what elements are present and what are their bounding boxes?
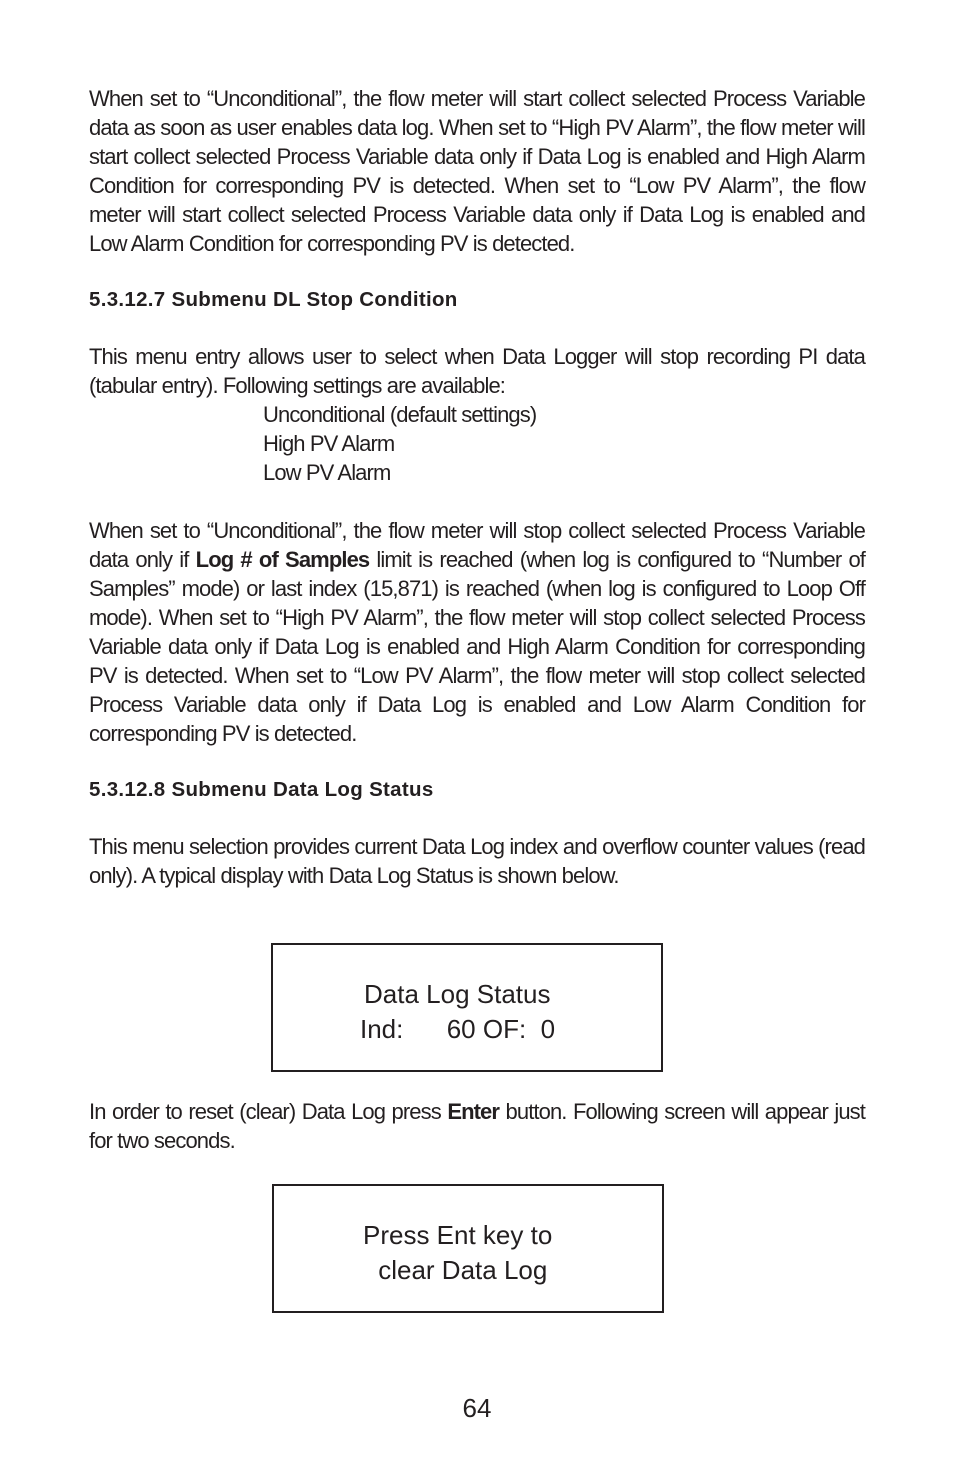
section-heading-log-status: 5.3.12.8 Submenu Data Log Status	[89, 778, 434, 801]
stop-detail-text-1: When set to “Unconditional”, the flow meter will stop collect selected Process Variable data only if	[89, 518, 865, 572]
intro-paragraph: When set to “Unconditional”, the flow meter will start collect selected Process Variable data as soon as user enables data log. When set to “High PV Alarm”, the flow meter will start collect selected Process Variable data only if Data Log is enabled and High Alarm Condition for corresponding PV is detected. When set to “Low PV Alarm”, the flow meter will start collect selected Process Variable data only if Data Log is enabled and Low Alarm Condition for corresponding PV is detected.	[89, 86, 865, 256]
stop-intro-paragraph: This menu entry allows user to select when Data Logger will stop recording PI data (tabular entry). Following settings are available:	[89, 344, 865, 398]
page-content	[89, 84, 865, 890]
stop-detail-text-2: limit is reached (when log is configured to “Number of Samples” mode) or last index (15,871) is reached (when log is configured to Loop Off mode). When set to “High PV Alarm”, the flow meter will stop collect selected Process Variable data only if Data Log is enabled and High Alarm Condition for corresponding PV is detected. When set to “Low PV Alarm”, the flow meter will stop collect selected Process Variable data only if Data Log is enabled and Low Alarm Condition for corresponding PV is detected.	[89, 547, 865, 746]
reset-paragraph	[89, 1097, 865, 1155]
list-item: Low PV Alarm	[263, 460, 391, 485]
reset-bold: Enter	[447, 1099, 500, 1124]
lcd-display-status	[271, 943, 663, 1072]
lcd-display-clear	[272, 1184, 664, 1313]
section-heading-stop-condition: 5.3.12.7 Submenu DL Stop Condition	[89, 288, 458, 311]
stop-detail-bold: Log # of Samples	[195, 547, 370, 572]
lcd-line-2: clear Data Log	[371, 1255, 548, 1285]
stop-options-list	[263, 400, 865, 487]
lcd-line-1: Press Ent key to	[363, 1220, 553, 1250]
lcd-line-1: Data Log Status	[364, 979, 551, 1009]
reset-text-1: In order to reset (clear) Data Log press	[89, 1099, 448, 1124]
stop-detail-paragraph	[89, 516, 865, 748]
reset-text-2: button. Following screen will appear just for two seconds.	[89, 1099, 865, 1153]
lcd-line-2: Ind: 60 OF: 0	[360, 1014, 556, 1044]
status-intro-paragraph: This menu selection provides current Data Log index and overflow counter values (read only). A typical display with Data Log Status is shown below.	[89, 834, 865, 888]
list-item: High PV Alarm	[263, 431, 395, 456]
page-number: 64	[462, 1393, 492, 1423]
list-item: Unconditional (default settings)	[263, 402, 537, 427]
